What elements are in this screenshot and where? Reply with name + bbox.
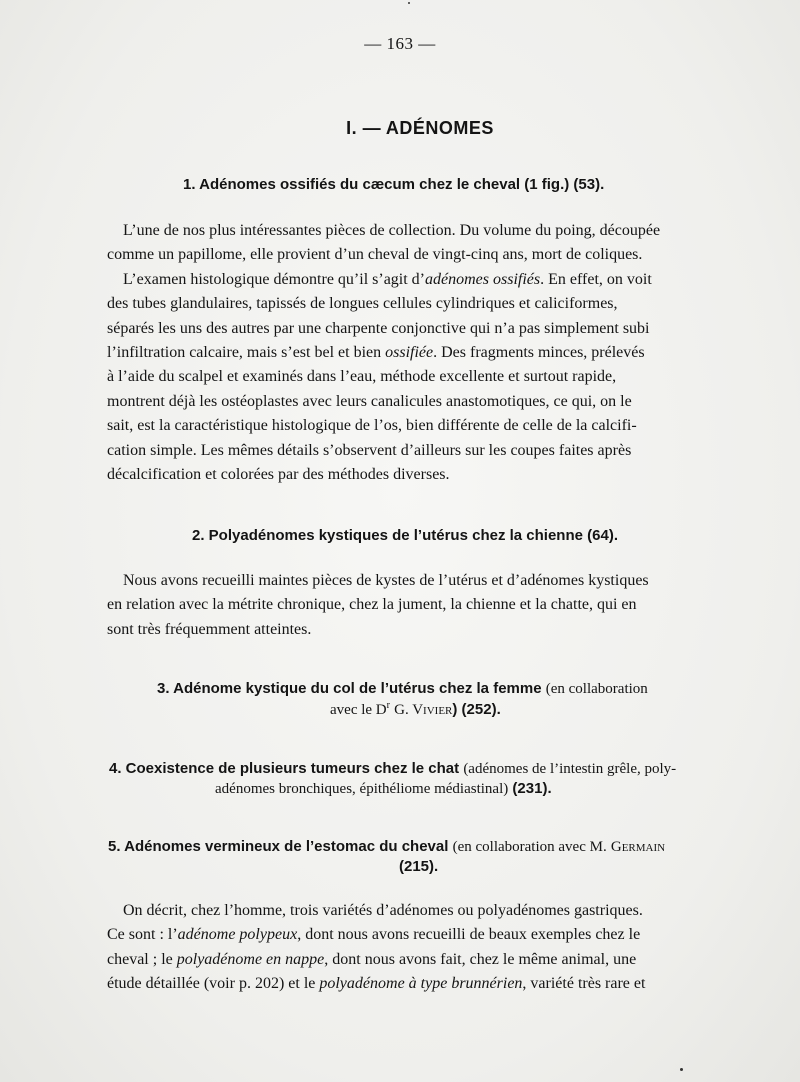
author-name: G. Vivier: [394, 702, 453, 718]
section5-paragraph: [107, 899, 737, 997]
section2-heading: 2. Polyadénomes kystiques de l’utérus chez la chienne (64).: [192, 527, 618, 544]
text-line: [107, 972, 737, 996]
scan-speck: [680, 1068, 683, 1071]
text-line: [107, 268, 737, 292]
text-fragment: l’infiltration calcaire, mais s’est bel et bien: [107, 344, 386, 362]
page-number: — 163 —: [364, 34, 436, 53]
heading-bold-text: 5. Adénomes vermineux de l’estomac du cheval: [108, 838, 449, 855]
section4-heading: [109, 760, 676, 778]
heading-normal-text: adénomes bronchiques, épithéliome médiastinal): [215, 781, 509, 797]
italic-term: adénome polypeux: [177, 926, 298, 944]
heading-normal-text: avec le D: [330, 702, 387, 718]
text-line: cation simple. Les mêmes détails s’observent d’ailleurs sur les coupes faites après: [107, 441, 632, 459]
heading-normal-text: (en collaboration avec M.: [452, 839, 607, 855]
text-line: des tubes glandulaires, tapissés de longues cellules cylindriques et caliciformes,: [107, 295, 618, 313]
text-fragment: , variété très rare et: [522, 975, 646, 993]
italic-term: ossifiée: [385, 344, 434, 362]
text-line: [107, 341, 737, 365]
heading-bold-text: 3. Adénome kystique du col de l’utérus chez la femme: [157, 680, 542, 697]
text-fragment: cheval ; le: [107, 950, 177, 968]
section3-heading-line2: [330, 700, 501, 719]
heading-bold-text: (231).: [512, 780, 552, 797]
text-line: en relation avec la métrite chronique, chez la jument, la chienne et la chatte, qui en: [107, 596, 637, 614]
text-line: sait, est la caractéristique histologique de l’os, bien différente de celle de la calcifi-: [107, 417, 637, 435]
text-line: comme un papillome, elle provient d’un cheval de vingt-cinq ans, mort de coliques.: [107, 246, 643, 264]
section1-heading: 1. Adénomes ossifiés du cæcum chez le cheval (1 fig.) (53).: [183, 176, 605, 193]
text-line: [107, 923, 737, 947]
text-line: On décrit, chez l’homme, trois variétés d’adénomes ou polyadénomes gastriques.: [123, 902, 643, 919]
text-line: décalcification et colorées par des méthodes diverses.: [107, 466, 450, 484]
italic-term: adénomes ossifiés: [425, 270, 541, 288]
heading-normal-text: (adénomes de l’intestin grêle, poly-: [463, 761, 677, 777]
text-line: séparés les uns des autres par une charpente conjonctive qui n’a pas simplement subi: [107, 319, 650, 337]
text-fragment: Ce sont : l’: [107, 926, 178, 944]
text-fragment: , dont nous avons fait, chez le même animal, une: [324, 950, 637, 968]
text-line: sont très fréquemment atteintes.: [107, 620, 312, 638]
text-line: à l’aide du scalpel et examinés dans l’eau, méthode excellente et surtout rapide,: [107, 368, 617, 386]
text-fragment: étude détaillée (voir p. 202) et le: [107, 975, 320, 993]
text-line: montrent déjà les ostéoplastes avec leurs canalicules anastomotiques, ce qui, on le: [107, 392, 632, 410]
heading-normal-text: (en collaboration: [545, 681, 648, 697]
section-title: I. — ADÉNOMES: [346, 118, 494, 138]
text-line: L’une de nos plus intéressantes pièces de collection. Du volume du poing, découpée: [123, 222, 661, 239]
text-line: Nous avons recueilli maintes pièces de kystes de l’utérus et d’adénomes kystiques: [123, 572, 649, 589]
text-fragment: , dont nous avons recueilli de beaux exemples chez le: [297, 926, 641, 944]
heading-bold-text: (215).: [399, 858, 439, 875]
section5-heading-line2: [399, 858, 438, 875]
section4-heading-line2: [215, 780, 552, 798]
text-line: [107, 948, 737, 972]
text-fragment: L’examen histologique démontre qu’il s’agit d’: [123, 270, 426, 288]
italic-term: polyadénome en nappe: [176, 950, 325, 968]
heading-bold-text: ) (252).: [452, 701, 501, 718]
scan-speck: [408, 2, 410, 4]
italic-term: polyadénome à type brunnérien: [319, 975, 523, 993]
section1-paragraph: [107, 219, 737, 487]
section2-paragraph: [107, 569, 737, 642]
section5-heading: [108, 838, 665, 856]
section3-heading: [157, 680, 648, 698]
text-fragment: . Des fragments minces, prélevés: [433, 344, 645, 362]
superscript: r: [386, 700, 390, 711]
text-fragment: . En effet, on voit: [540, 270, 652, 288]
author-name: Germain: [610, 839, 666, 855]
heading-bold-text: 4. Coexistence de plusieurs tumeurs chez le chat: [109, 760, 460, 777]
